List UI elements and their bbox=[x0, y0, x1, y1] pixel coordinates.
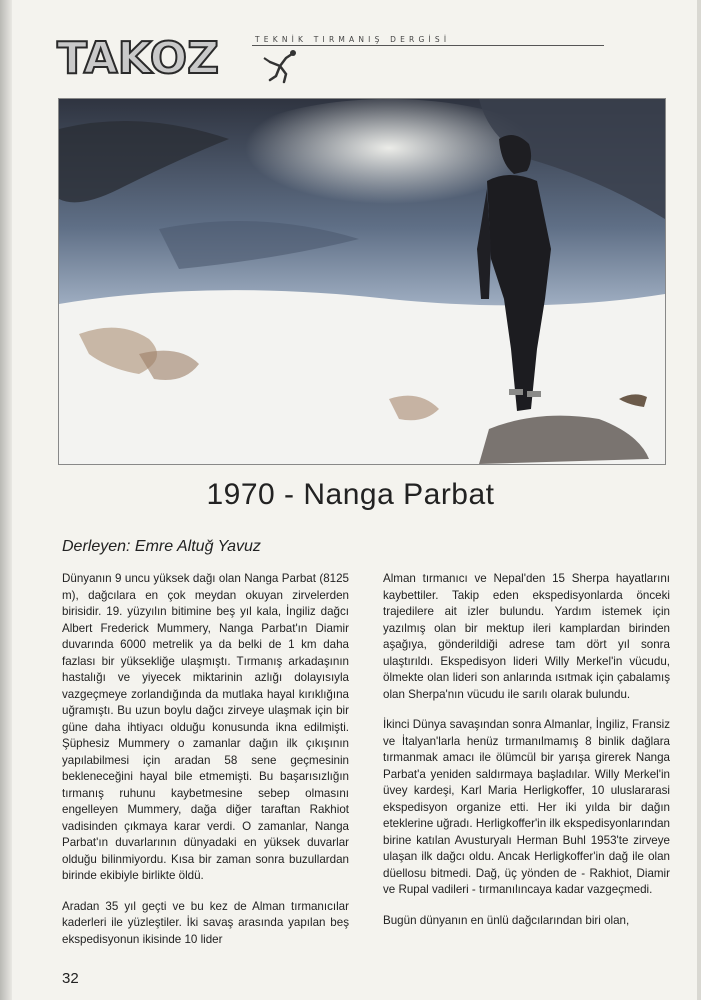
paragraph: Alman tırmanıcı ve Nepal'den 15 Sherpa hayatlarını kaybettiler. Takip eden ekspedisyonlarda önceki trajedilere ait izler bulundu. Yardım istemek için yazılmış olan bir mektup ileri kamplardan birinden aşağıya, gönderildiği adrese tam dört yıl sonra ulaştırıldı. Ekspedisyon lideri Willy Merkel'in vücudu, ölmekte olan lideri son anlarında ısıtmak için çabalamış olan Sherpa'nın vücudu ile sarılı olarak bulundu. bbox=[383, 572, 670, 701]
paragraph: Aradan 35 yıl geçti ve bu kez de Alman tırmanıcılar kaderleri ile yüzleştiler. İki savaş arasında yapılan beş ekspedisyonun ikisinde 10 lider bbox=[62, 899, 349, 946]
article-title: 1970 - Nanga Parbat bbox=[206, 478, 495, 511]
paragraph: Dünyanın 9 uncu yüksek dağı olan Nanga Parbat (8125 m), dağcılara en çok meydan okuyan zirvelerden birisidir. 19. yüzyılın bitimine beş yıl kala, İngiliz dağcı Albert Frederick Mummery, Nanga Parbat'ın Diamir duvarında 6000 metrelik ya da belki de 1 km daha fazlası bir yüksekliğe ulaşmıştı. Tırmanış arkadaşının hastalığı ve yiyecek miktarinin azlığı dolayısıyla vazgeçmeye zorlandığında da mutlaka hayal kırıklığına uğramıştı. Bu uzun boylu dağcı zirveye ulaşmak için bir güne daha ihtiyacı olduğu konusunda ikna edilmişti. Şüphesiz Mummery o zamanlar dağın ilk çıkışının yapılabilmesi için aradan 58 sene geçmesinin bekleneceğini hayal bile etmemişti. Bu başarısızlığın tırmanış ruhunu kaybetmesine sebep olmasını engelleyen Mummery, dağa diğer taraftan Rakhiot vadisinden çıkmaya karar verdi. O zamanlar, Nanga Parbat'ın duvarlarının dünyadaki en yüksek duvarlar olduğu bilinmiyordu. Kısa bir zaman sonra buzullardan birinde ekibiyle birlikte öldü. bbox=[62, 572, 349, 882]
right-text-column bbox=[383, 571, 670, 943]
paragraph: Bugün dünyanın en ünlü dağcılarından biri olan, bbox=[383, 913, 630, 927]
climber-on-summit-photo bbox=[59, 99, 665, 464]
article-byline: Derleyen: Emre Altuğ Yavuz bbox=[62, 538, 261, 555]
paragraph: İkinci Dünya savaşından sonra Almanlar, İngiliz, Fransiz ve İtalyan'larla henüz tırmanılmamış 8 binlik dağlara tırmanmak amacı ile ölümcül bir yarışa girerek Nanga Parbat'a yeniden saldırmaya başladılar. Willy Merkel'in üvey kardeşi, Karl Maria Herligkoffer, 10 uluslararasi ekspedisyon organize etti. Her iki yılda bir dağın eteklerine uğradı. Herligkoffer'in ilk ekspedisyonlarından birine katılan Avusturyalı Herman Buhl 1953'te zirveye ulaşan ilk dağcı oldu. Ancak Herligkoffer'in dağ ile olan düellosu bitmedi. Dağ, üç yönden de - Rakhiot, Diamir ve Rupal vadileri - tırmanılıncaya kadar vazgeçmedi. bbox=[383, 718, 670, 896]
magazine-tagline: TEKNİK TIRMANIŞ DERGİSİ bbox=[255, 35, 451, 44]
magazine-logo bbox=[57, 30, 247, 90]
climber-icon bbox=[262, 48, 304, 86]
left-text-column bbox=[62, 571, 349, 962]
page-number: 32 bbox=[62, 970, 79, 987]
header-rule bbox=[252, 45, 604, 46]
summit-photo bbox=[58, 98, 666, 465]
logo-text: TAKOZ bbox=[57, 33, 220, 84]
